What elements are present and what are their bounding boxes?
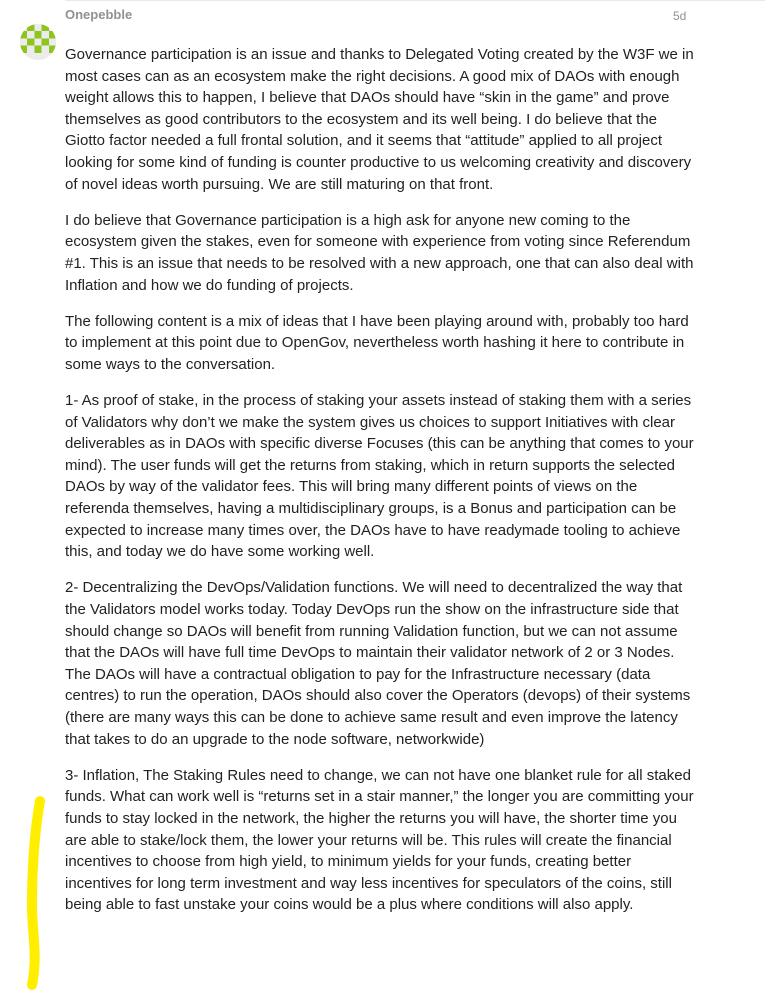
avatar-pixel (42, 38, 49, 45)
avatar-pixel (27, 38, 34, 45)
avatar-pixel (20, 46, 27, 53)
post-date[interactable]: 5d (673, 9, 687, 23)
post-body (65, 44, 697, 931)
post-divider (65, 0, 765, 1)
user-avatar[interactable] (20, 24, 56, 60)
post-paragraph-4: 1- As proof of stake, in the process of staking your assets instead of staking them with a series of Validators why don’t we make the system gives us choices to support Initiatives with clear deliverables as in DAOs with specific diverse Focuses (this can be anything that comes to your mind). The user funds will get the returns from staking, which in return supports the selected DAOs by way of the validator fees. This will bring many different points of views on the referenda themselves, having a multidisciplinary groups, is a Bonus and participation can be expected to increase many times over, the DAOs have to have readymade tooling to achieve this, and today we do have some working well. (65, 392, 694, 561)
avatar-pixel (20, 31, 27, 38)
post-username[interactable]: Onepebble (65, 7, 133, 22)
post-paragraph-6: 3- Inflation, The Staking Rules need to change, we can not have one blanket rule for all staked funds. What can work well is “returns set in a stair manner,” the longer you are committing your funds to stay locked in the network, the higher the returns you will have, the shorter time you are able to stake/lock them, the lower your returns will be. This rules will create the financial incentives to choose from high yield, to minimum yields for your funds, creating better incentives for long term investment and way less incentives for speculators of the coins, still being able to fast unstake your coins would be a plus where conditions will also apply. (65, 766, 694, 914)
post-paragraph-3: The following content is a mix of ideas that I have been playing around with, probably too hard to implement at this point due to OpenGov, nevertheless worth hashing it here to contribute in some ways to the conversation. (65, 312, 689, 373)
post-paragraph-5: 2- Decentralizing the DevOps/Validation functions. We will need to decentralized the way that the Validators model works today. Today DevOps run the show on the infrastructure side that should change so DAOs will benefit from running Validation function, but we can not assume that the DAOs will have full time DevOps to maintain their validator network of 2 or 3 Nodes. The DAOs will have a contractual obligation to pay for the Infrastructure necessary (data centres) to run the operation, DAOs should also cover the Operators (devops) of their systems (there are many ways this can be done to achieve same result and even improve the latency that takes to do an upgrade to the node software, networkwide) (65, 579, 691, 748)
avatar-pixel (34, 31, 41, 38)
avatar-pixel (42, 24, 49, 31)
avatar-pattern (20, 24, 56, 60)
post-paragraph-2: I do believe that Governance participation is a high ask for anyone new coming to the ecosystem given the stakes, even for someone with experience from voting since Referendum #1. This is an issue that needs to be resolved with a new approach, one that can also deal with Inflation and how we do funding of projects. (65, 211, 694, 294)
yellow-highlighter-mark (18, 795, 58, 993)
avatar-pixel (34, 46, 41, 53)
post-paragraph-1: Governance participation is an issue and thanks to Delegated Voting created by the W3F we in most cases can as an ecosystem make the right decisions. A good mix of DAOs with enough weight allows this to happen, I believe that DAOs should have “skin in the game” and prove themselves as good contributors to the ecosystem and its well being. I do believe that the Giotto factor needed a full frontal solution, and it seems that “attitude” applied to all project looking for some kind of funding is counter productive to us welcoming creativity and discovery of novel ideas worth pursuing. We are still maturing on that front. (65, 46, 694, 193)
avatar-pixel (49, 31, 56, 38)
avatar-pixel (27, 24, 34, 31)
avatar-pixel (49, 46, 56, 53)
